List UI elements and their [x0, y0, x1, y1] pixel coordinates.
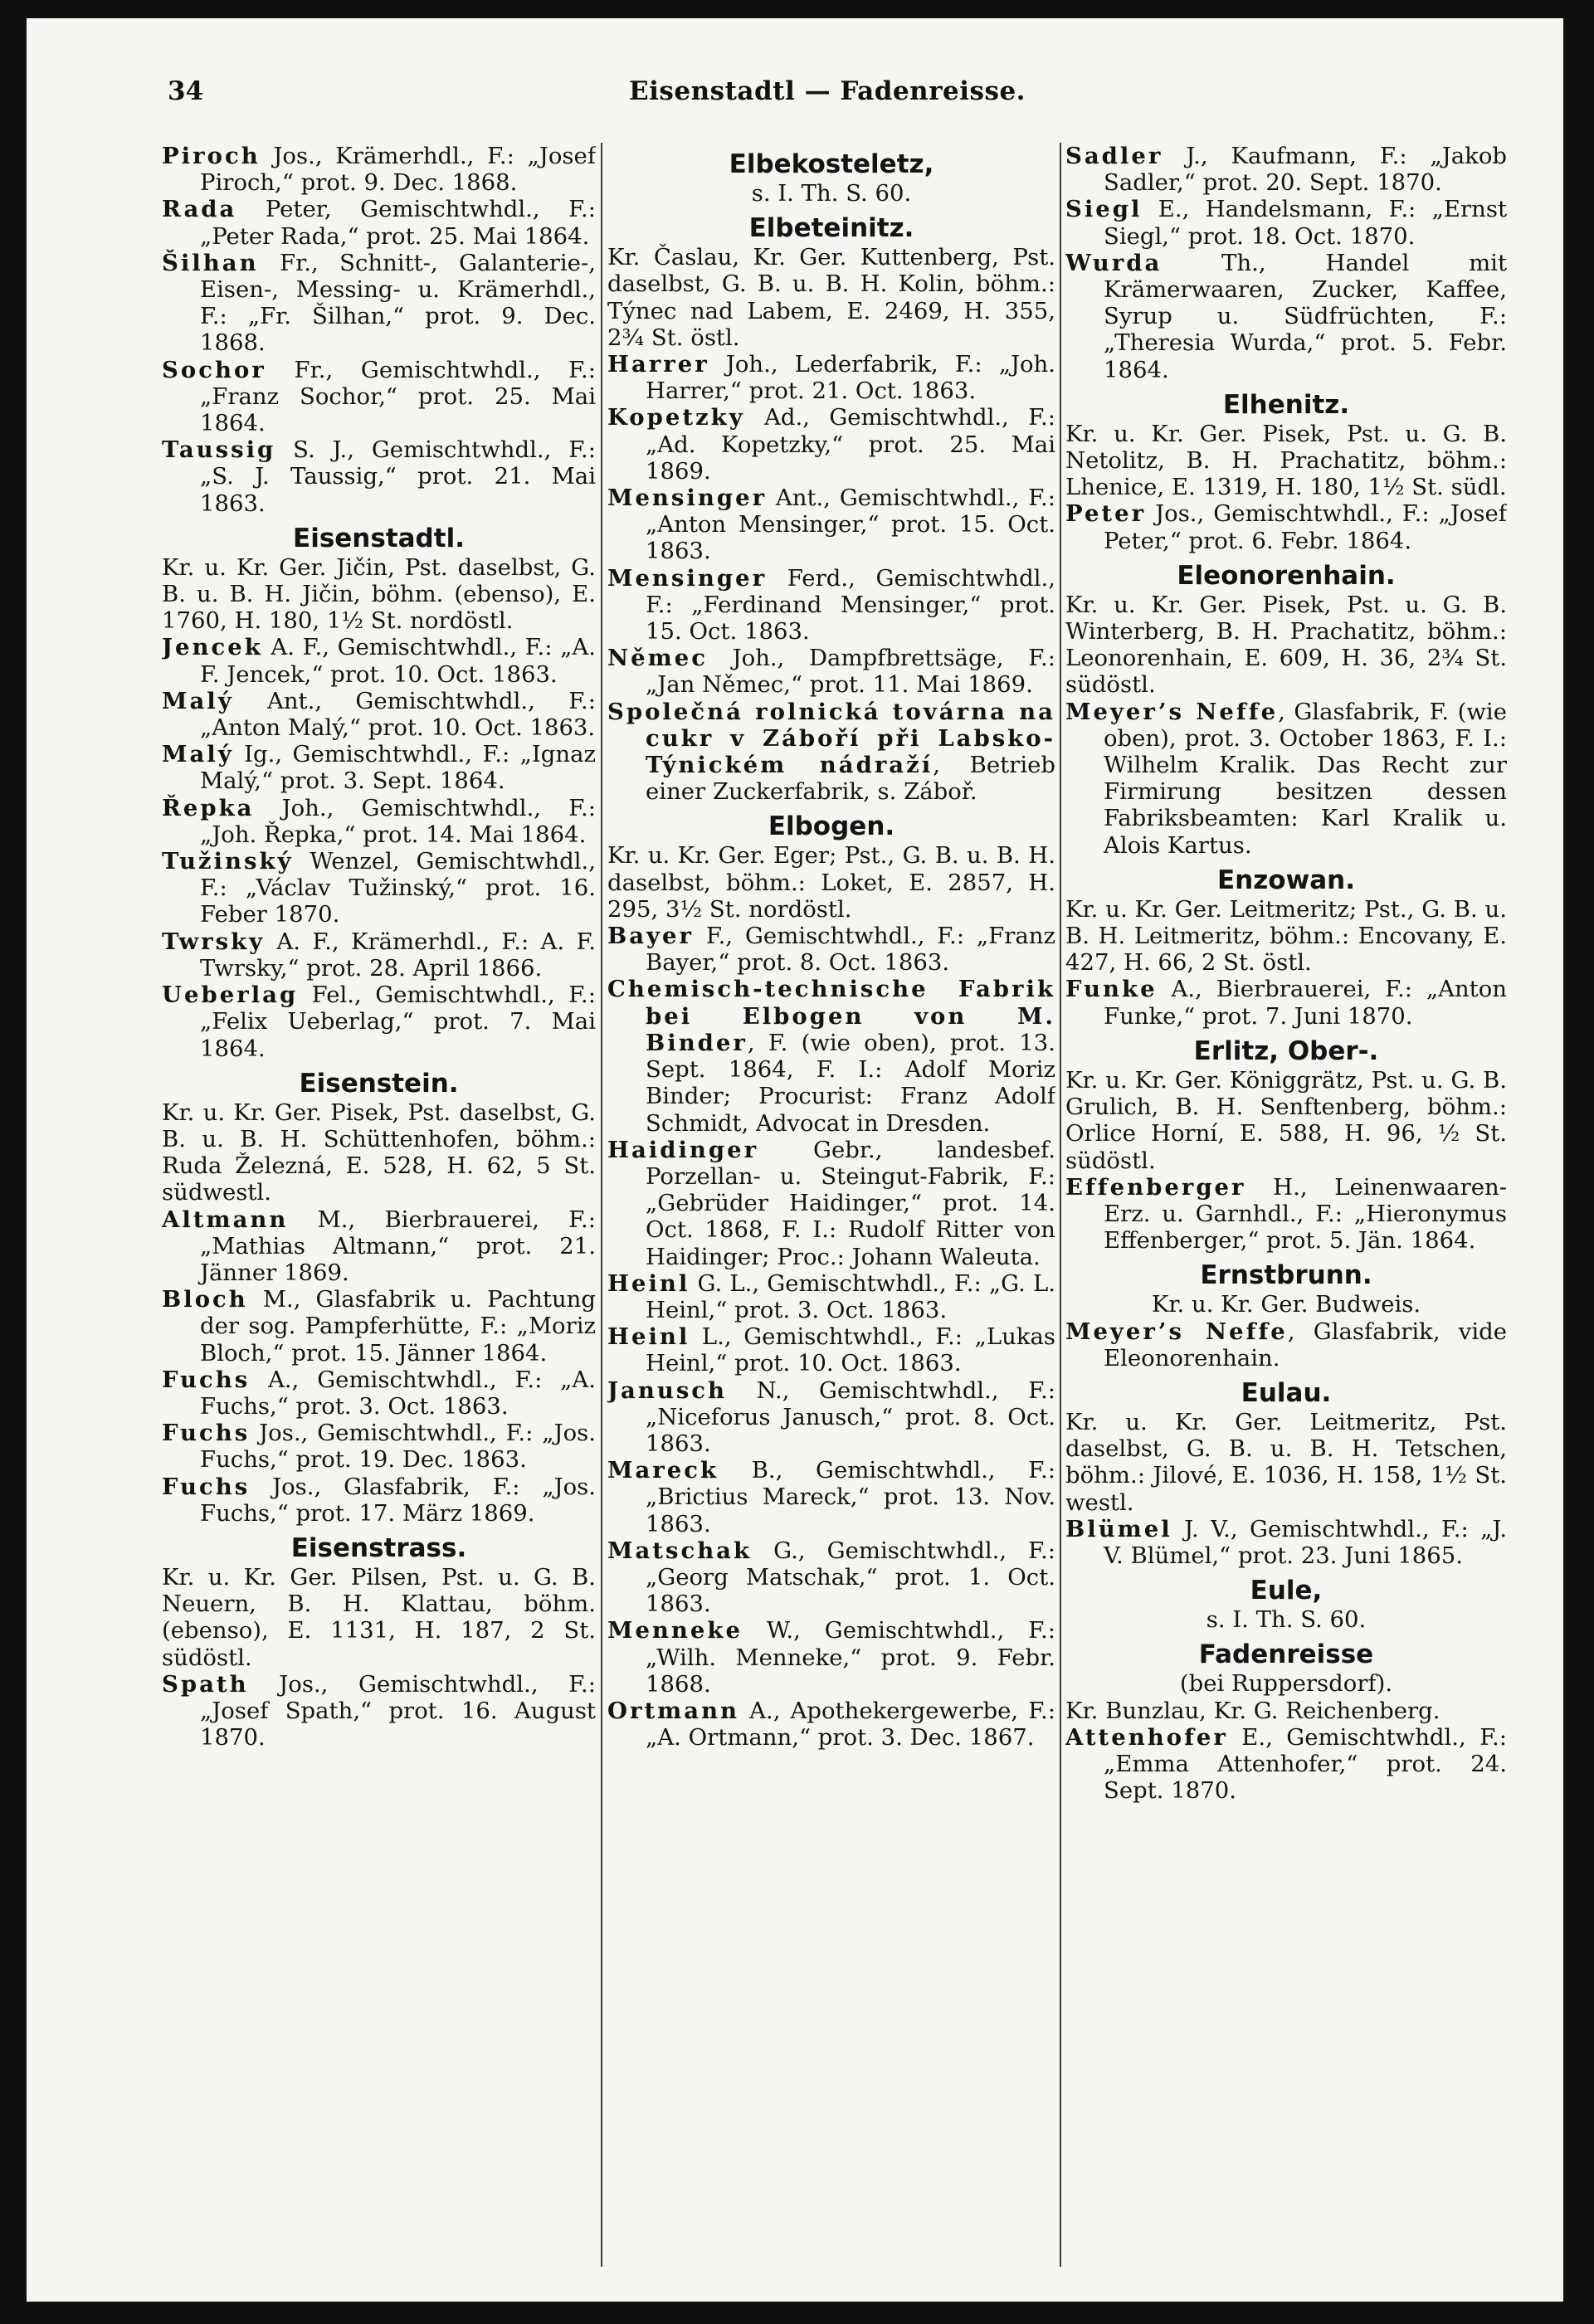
- directory-entry: [162, 982, 596, 1062]
- directory-entry: [162, 436, 596, 517]
- directory-entry: [162, 1367, 596, 1420]
- directory-entry: [607, 1323, 1055, 1376]
- directory-entry: [162, 634, 596, 687]
- entry-name: Meyer’s Neffe: [1065, 1318, 1288, 1345]
- directory-entry: [1065, 1724, 1507, 1805]
- entry-details: W., Gemischtwhdl., F.: „Wilh. Menneke,“ prot. 9. Febr. 1868.: [646, 1617, 1055, 1698]
- place-heading: Ernstbrunn.: [1200, 1260, 1372, 1291]
- place-description: Kr. u. Kr. Ger. Eger; Pst., G. B. u. B. H. daselbst, böhm.: Loket, E. 2857, H. 295, 3½ St. nordöstl.: [607, 842, 1055, 923]
- entry-name: Tužinský: [162, 848, 294, 875]
- entry-name: Řepka: [162, 794, 255, 821]
- entry-details: Joh., Gemischtwhdl., F.: „Joh. Řepka,“ prot. 14. Mai 1864.: [200, 794, 596, 848]
- entry-details: A., Bierbrauerei, F.: „Anton Funke,“ prot. 7. Juni 1870.: [1104, 976, 1507, 1030]
- entry-details: G. L., Gemischtwhdl., F.: „G. L. Heinl,“ prot. 3. Oct. 1863.: [646, 1269, 1055, 1323]
- directory-entry: [162, 357, 596, 437]
- entry-name: Harrer: [607, 351, 709, 378]
- place-heading: Eisenstadtl.: [293, 523, 465, 553]
- entry-name: Janusch: [607, 1376, 728, 1404]
- entry-name: Mensinger: [607, 564, 768, 592]
- entry-name: Bayer: [607, 923, 695, 950]
- directory-entry: [162, 196, 596, 249]
- entry-details: S. J., Gemischtwhdl., F.: „S. J. Taussig,“ prot. 21. Mai 1863.: [200, 436, 596, 517]
- directory-entry: [162, 848, 596, 928]
- directory-entry: [162, 143, 596, 196]
- place-description: Kr. u. Kr. Ger. Leitmeritz, Pst. daselbst, G. B. u. B. H. Tetschen, böhm.: Jilové, E. 1036, H. 158, 1½ St. westl.: [1065, 1408, 1507, 1516]
- page-header: [168, 76, 1487, 119]
- place-description: Kr. u. Kr. Ger. Königgrätz, Pst. u. G. B. Grulich, B. H. Senftenberg, böhm.: Orlice Horní, E. 588, H. 96, ½ St. südöstl.: [1065, 1066, 1507, 1174]
- entry-name: Mareck: [607, 1457, 719, 1484]
- entry-name: Fuchs: [162, 1473, 251, 1500]
- entry-name: Piroch: [162, 143, 261, 169]
- text-column-left: [162, 143, 596, 2275]
- entry-details: J. V., Gemischtwhdl., F.: „J. V. Blümel,“ prot. 23. Juni 1865.: [1104, 1515, 1507, 1569]
- entry-name: Meyer’s Neffe: [1065, 698, 1279, 725]
- entry-details: M., Glasfabrik u. Pachtung der sog. Pampferhütte, F.: „Moriz Bloch,“ prot. 15. Jänner 1864.: [200, 1286, 596, 1367]
- entry-details: L., Gemischtwhdl., F.: „Lukas Heinl,“ prot. 10. Oct. 1863.: [646, 1323, 1055, 1377]
- directory-entry: [162, 795, 596, 848]
- entry-name: Chemisch-technische Fabrik bei Elbogen von M. Binder: [607, 976, 1055, 1056]
- entry-name: Ueberlag: [162, 982, 299, 1009]
- directory-entry: [607, 1270, 1055, 1323]
- entry-name: Bloch: [162, 1286, 248, 1313]
- directory-entry: [607, 645, 1055, 698]
- directory-entry: [1065, 196, 1507, 249]
- entry-name: Sochor: [162, 356, 266, 383]
- directory-entry: [162, 1671, 596, 1752]
- directory-entry: [607, 485, 1055, 565]
- entry-details: Peter, Gemischtwhdl., F.: „Peter Rada,“ prot. 25. Mai 1864.: [200, 196, 596, 250]
- directory-entry: [607, 565, 1055, 646]
- entry-details: Gebr., landesbef. Porzellan- u. Steingut-Fabrik, F.: „Gebrüder Haidinger,“ prot. 14. Oct. 1868, F. I.: Rudolf Ritter von Haidinger; Proc.: Johann Waleuta.: [646, 1136, 1055, 1270]
- directory-entry: [1065, 500, 1507, 553]
- entry-details: H., Leinenwaaren-Erz. u. Garnhdl., F.: „Hieronymus Effenberger,“ prot. 5. Jän. 1864.: [1104, 1173, 1507, 1255]
- entry-name: Fuchs: [162, 1420, 251, 1447]
- directory-entry: [162, 688, 596, 741]
- entry-name: Peter: [1065, 500, 1147, 528]
- place-subnote: s. I. Th. S. 60.: [751, 180, 912, 207]
- entry-name: Němec: [607, 645, 708, 672]
- directory-entry: [607, 976, 1055, 1136]
- entry-name: Heinl: [607, 1269, 690, 1297]
- directory-entry: [1065, 976, 1507, 1029]
- directory-entry: [162, 1474, 596, 1527]
- entry-name: Kopetzky: [607, 404, 745, 431]
- entry-details: Fel., Gemischtwhdl., F.: „Felix Ueberlag,“ prot. 7. Mai 1864.: [200, 982, 596, 1062]
- directory-entry: [607, 1377, 1055, 1458]
- entry-name: Fuchs: [162, 1366, 251, 1393]
- place-description: Kr. u. Kr. Ger. Pilsen, Pst. u. G. B. Neuern, B. H. Klattau, böhm. (ebenso), E. 1131, H. 187, 2 St. südöstl.: [162, 1563, 596, 1671]
- place-subnote: s. I. Th. S. 60.: [1206, 1606, 1367, 1634]
- entry-details: B., Gemischtwhdl., F.: „Brictius Mareck,“ prot. 13. Nov. 1863.: [646, 1457, 1055, 1537]
- entry-name: Matschak: [607, 1537, 753, 1564]
- directory-entry: [607, 1137, 1055, 1270]
- directory-entry: [607, 923, 1055, 976]
- entry-name: Attenhofer: [1065, 1723, 1228, 1751]
- directory-entry: [607, 1617, 1055, 1698]
- entry-name: Mensinger: [607, 485, 768, 512]
- place-heading: Eulau.: [1241, 1377, 1332, 1408]
- entry-details: , Betrieb einer Zuckerfabrik, s. Záboř.: [646, 752, 1055, 806]
- entry-name: Šilhan: [162, 249, 259, 276]
- place-heading: Eleonorenhain.: [1177, 560, 1396, 591]
- entry-details: F., Gemischtwhdl., F.: „Franz Bayer,“ prot. 8. Oct. 1863.: [646, 923, 1055, 977]
- directory-entry: [1065, 699, 1507, 859]
- entry-details: A., Apothekergewerbe, F.: „A. Ortmann,“ prot. 3. Dec. 1867.: [646, 1697, 1055, 1752]
- entry-details: G., Gemischtwhdl., F.: „Georg Matschak,“ prot. 1. Oct. 1863.: [646, 1537, 1055, 1618]
- entry-details: Ant., Gemischtwhdl., F.: „Anton Malý,“ prot. 10. Oct. 1863.: [200, 687, 596, 742]
- directory-entry: [162, 741, 596, 794]
- entry-details: Jos., Krämerhdl., F.: „Josef Piroch,“ prot. 9. Dec. 1868.: [200, 143, 596, 197]
- entry-name: Siegl: [1065, 196, 1143, 223]
- entry-details: Ig., Gemischtwhdl., F.: „Ignaz Malý,“ prot. 3. Sept. 1864.: [200, 741, 596, 795]
- place-heading: Erlitz, Ober-.: [1193, 1035, 1379, 1066]
- place-description: Kr. u. Kr. Ger. Jičin, Pst. daselbst, G. B. u. B. H. Jičin, böhm. (ebenso), E. 1760, H. 180, 1½ St. nordöstl.: [162, 553, 596, 635]
- column-divider: [1060, 143, 1061, 2267]
- entry-details: Ant., Gemischtwhdl., F.: „Anton Mensinger,“ prot. 15. Oct. 1863.: [646, 485, 1055, 565]
- directory-entry: [1065, 143, 1507, 196]
- place-heading: Eule,: [1250, 1576, 1323, 1606]
- entry-name: Haidinger: [607, 1136, 759, 1163]
- directory-entry: [1065, 1318, 1507, 1372]
- entry-details: A., Gemischtwhdl., F.: „A. Fuchs,“ prot. 3. Oct. 1863.: [200, 1366, 596, 1420]
- directory-entry: [162, 1420, 596, 1473]
- entry-name: Taussig: [162, 436, 276, 464]
- directory-entry: [607, 351, 1055, 404]
- entry-details: Jos., Gemischtwhdl., F.: „Josef Peter,“ prot. 6. Febr. 1864.: [1104, 500, 1507, 554]
- entry-details: A. F., Krämerhdl., F.: A. F. Twrsky,“ prot. 28. April 1866.: [200, 928, 596, 982]
- entry-name: Ortmann: [607, 1697, 740, 1724]
- place-heading: Elbogen.: [768, 811, 895, 842]
- directory-entry: [162, 1206, 596, 1287]
- entry-name: Funke: [1065, 976, 1158, 1003]
- entry-name: Rada: [162, 196, 237, 223]
- entry-name: Altmann: [162, 1206, 289, 1233]
- directory-entry: [607, 1698, 1055, 1751]
- entry-details: Joh., Lederfabrik, F.: „Joh. Harrer,“ prot. 21. Oct. 1863.: [646, 351, 1055, 405]
- scanned-page: [27, 18, 1563, 2302]
- entry-details: Jos., Glasfabrik, F.: „Jos. Fuchs,“ prot. 17. März 1869.: [200, 1473, 596, 1527]
- entry-details: Jos., Gemischtwhdl., F.: „Jos. Fuchs,“ prot. 19. Dec. 1863.: [200, 1420, 596, 1474]
- directory-entry: [607, 699, 1055, 806]
- place-heading: Enzowan.: [1217, 865, 1355, 895]
- text-column-right: [1065, 143, 1507, 2275]
- place-heading: Eisenstein.: [299, 1068, 459, 1099]
- page-number: 34: [168, 76, 204, 106]
- entry-name: Heinl: [607, 1323, 690, 1351]
- entry-name: Wurda: [1065, 249, 1163, 276]
- entry-name: Malý: [162, 741, 234, 768]
- directory-entry: [1065, 250, 1507, 383]
- directory-entry: [607, 404, 1055, 485]
- directory-entry: [162, 250, 596, 357]
- entry-details: E., Gemischtwhdl., F.: „Emma Attenhofer,“ prot. 24. Sept. 1870.: [1104, 1723, 1507, 1805]
- place-heading: Elhenitz.: [1222, 389, 1350, 420]
- place-description: Kr. u. Kr. Ger. Pisek, Pst. daselbst, G. B. u. B. H. Schüttenhofen, böhm.: Ruda Železná, E. 528, H. 62, 5 St. südwestl.: [162, 1099, 596, 1206]
- entry-name: Sadler: [1065, 143, 1163, 169]
- directory-entry: [607, 1457, 1055, 1537]
- entry-details: N., Gemischtwhdl., F.: „Niceforus Janusch,“ prot. 8. Oct. 1863.: [646, 1376, 1055, 1457]
- entry-details: Ad., Gemischtwhdl., F.: „Ad. Kopetzky,“ prot. 25. Mai 1869.: [646, 404, 1055, 485]
- entry-details: , F. (wie oben), prot. 13. Sept. 1864, F. I.: Adolf Moriz Binder; Procurist: Franz Adolf Schmidt, Advocat in Dresden.: [646, 1029, 1055, 1137]
- entry-details: Fr., Gemischtwhdl., F.: „Franz Sochor,“ prot. 25. Mai 1864.: [200, 356, 596, 437]
- running-title: Eisenstadtl — Fadenreisse.: [629, 76, 1026, 106]
- place-heading: Elbeteinitz.: [748, 213, 914, 244]
- place-description: Kr. u. Kr. Ger. Pisek, Pst. u. G. B. Netolitz, B. H. Prachatitz, böhm.: Lhenice, E. 1319, H. 180, 1½ St. südl.: [1065, 420, 1507, 501]
- entry-details: , Glasfabrik, vide Eleonorenhain.: [1104, 1318, 1507, 1372]
- entry-details: Ferd., Gemischtwhdl., F.: „Ferdinand Mensinger,“ prot. 15. Oct. 1863.: [646, 564, 1055, 646]
- entry-name: Jencek: [162, 634, 263, 661]
- place-heading: Eisenstrass.: [290, 1532, 467, 1563]
- column-divider: [601, 143, 602, 2267]
- directory-entry: [162, 1286, 596, 1367]
- entry-details: A. F., Gemischtwhdl., F.: „A. F. Jencek,“ prot. 10. Oct. 1863.: [200, 634, 596, 688]
- directory-entry: [607, 1537, 1055, 1618]
- place-heading: Fadenreisse: [1198, 1639, 1374, 1670]
- entry-name: Spath: [162, 1670, 249, 1698]
- place-description: Kr. Časlau, Kr. Ger. Kuttenberg, Pst. daselbst, G. B. u. B. H. Kolin, böhm.: Týnec nad Labem, E. 2469, H. 355, 2¾ St. östl.: [607, 244, 1055, 351]
- place-description: Kr. u. Kr. Ger. Leitmeritz; Pst., G. B. u. B. H. Leitmeritz, böhm.: Encovany, E. 427, H. 66, 2 St. östl.: [1065, 895, 1507, 977]
- directory-entry: [1065, 1174, 1507, 1255]
- entry-details: Fr., Schnitt-, Galanterie-, Eisen-, Messing- u. Krämerhdl., F.: „Fr. Šilhan,“ prot. 9. Dec. 1868.: [200, 249, 596, 357]
- entry-name: Menneke: [607, 1617, 743, 1644]
- directory-entry: [1065, 1516, 1507, 1569]
- place-heading: Elbekosteletz,: [729, 149, 934, 179]
- place-description: Kr. u. Kr. Ger. Pisek, Pst. u. G. B. Winterberg, B. H. Prachatitz, böhm.: Leonorenhain, E. 609, H. 36, 2¾ St. südöstl.: [1065, 591, 1507, 699]
- entry-details: Th., Handel mit Krämerwaaren, Zucker, Kaffee, Syrup u. Südfrüchten, F.: „Theresia Wurda,“ prot. 5. Febr. 1864.: [1104, 249, 1507, 383]
- text-column-middle: [607, 143, 1055, 2275]
- entry-name: Effenberger: [1065, 1173, 1246, 1201]
- entry-details: E., Handelsmann, F.: „Ernst Siegl,“ prot. 18. Oct. 1870.: [1104, 196, 1507, 250]
- place-subnote: (bei Ruppersdorf).: [1179, 1670, 1393, 1698]
- place-subnote: Kr. u. Kr. Ger. Budweis.: [1151, 1291, 1421, 1318]
- directory-entry: [162, 928, 596, 982]
- entry-details: , Glasfabrik, F. (wie oben), prot. 3. October 1863, F. I.: Wilhelm Kralik. Das Recht zur Firmirung besitzen dessen Fabriksbeamten: Karl Kralik u. Alois Kartus.: [1104, 698, 1507, 859]
- entry-details: J., Kaufmann, F.: „Jakob Sadler,“ prot. 20. Sept. 1870.: [1104, 143, 1507, 197]
- entry-details: M., Bierbrauerei, F.: „Mathias Altmann,“ prot. 21. Jänner 1869.: [200, 1206, 596, 1286]
- entry-name: Malý: [162, 687, 234, 714]
- entry-name: Blümel: [1065, 1515, 1172, 1542]
- entry-name: Twrsky: [162, 928, 266, 955]
- place-description: Kr. Bunzlau, Kr. G. Reichenberg.: [1065, 1697, 1440, 1724]
- entry-details: Jos., Gemischtwhdl., F.: „Josef Spath,“ prot. 16. August 1870.: [200, 1670, 596, 1752]
- entry-details: Wenzel, Gemischtwhdl., F.: „Václav Tužinský,“ prot. 16. Feber 1870.: [200, 848, 596, 928]
- entry-details: Joh., Dampfbrettsäge, F.: „Jan Němec,“ prot. 11. Mai 1869.: [646, 645, 1055, 699]
- entry-name: Společná rolnická továrna na cukr v Záboří při Labsko-Týnickém nádraží: [607, 698, 1055, 779]
